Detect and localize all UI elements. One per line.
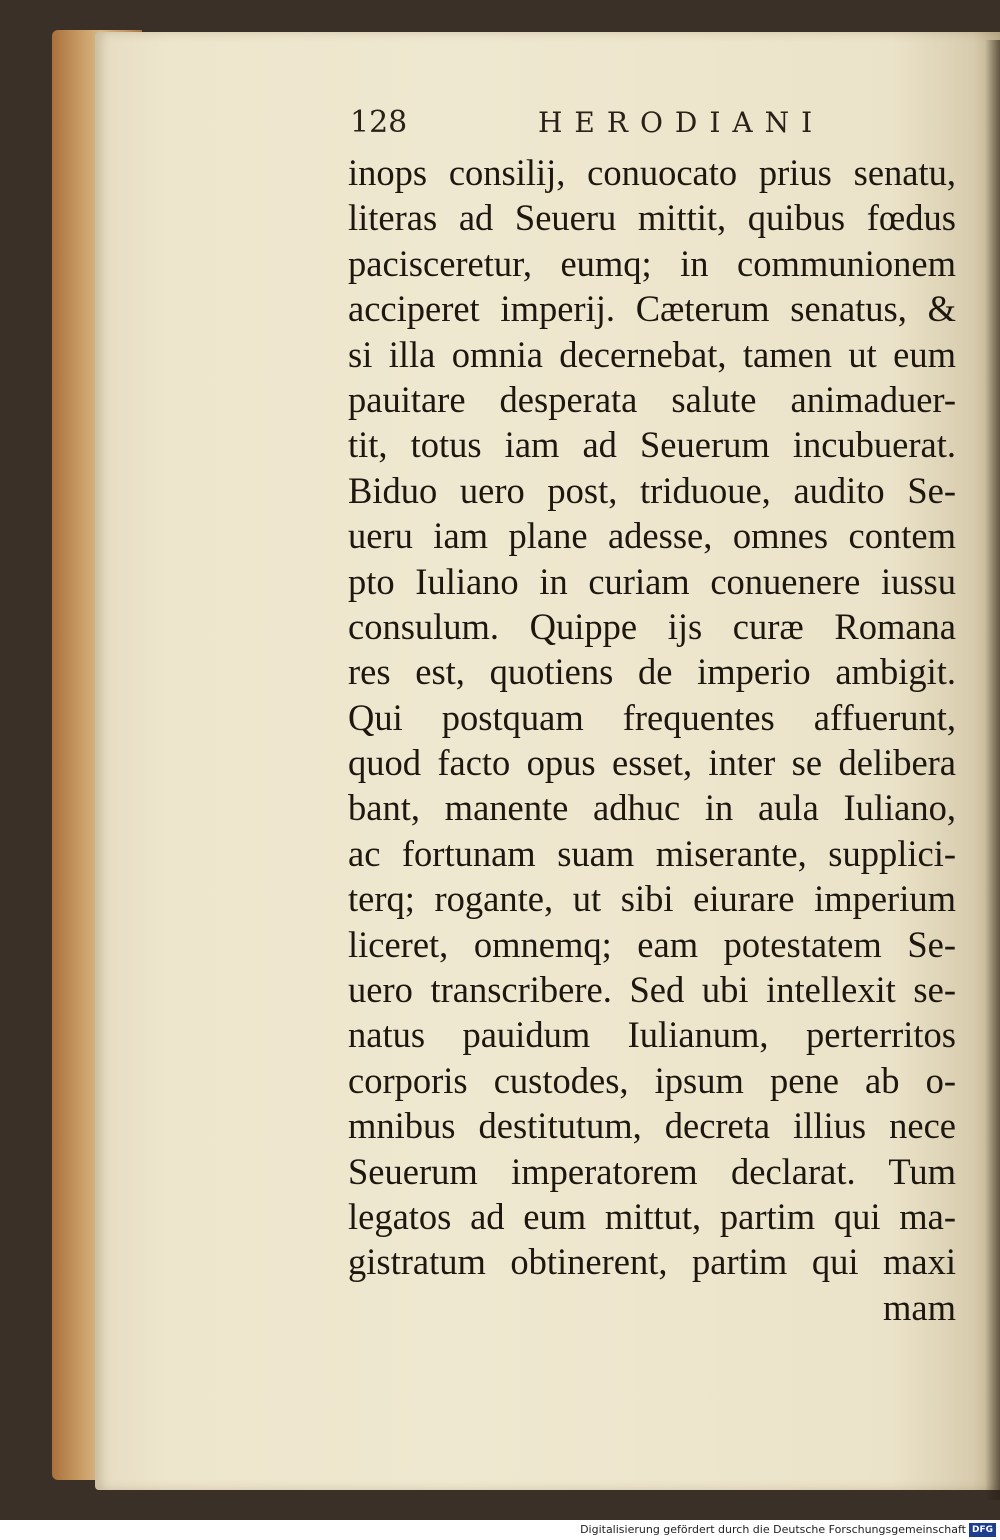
text-line: ac fortunam suam miserante, supplici- bbox=[348, 832, 956, 874]
page-number: 128 bbox=[350, 105, 408, 140]
text-line: legatos ad eum mittut, partim qui ma- bbox=[348, 1195, 956, 1237]
text-line: Qui postquam frequentes affuerunt, bbox=[348, 696, 956, 738]
page-gutter-shadow bbox=[985, 40, 1000, 1500]
dfg-logo: DFG bbox=[969, 1523, 996, 1537]
text-line: gistratum obtinerent, partim qui maxi bbox=[348, 1241, 956, 1283]
text-line: pauitare desperata salute animaduer- bbox=[348, 378, 956, 420]
text-line: acciperet imperij. Cæterum senatus, & bbox=[348, 288, 956, 330]
text-line: pacisceretur, eumq; in communionem bbox=[348, 242, 956, 284]
footer-credit: Digitalisierung gefördert durch die Deutsche Forschungsgemeinschaft bbox=[580, 1523, 966, 1536]
text-line: mnibus destitutum, decreta illius nece bbox=[348, 1105, 956, 1147]
text-line: liceret, omnemq; eam potestatem Se- bbox=[348, 923, 956, 965]
text-line: consulum. Quippe ijs curæ Romana bbox=[348, 605, 956, 647]
text-line: bant, manente adhuc in aula Iuliano, bbox=[348, 787, 956, 829]
text-line: terq; rogante, ut sibi eiurare imperium bbox=[348, 878, 956, 920]
text-line: tit, totus iam ad Seuerum incubuerat. bbox=[348, 424, 956, 466]
text-line: Seuerum imperatorem declarat. Tum bbox=[348, 1150, 956, 1192]
text-line: natus pauidum Iulianum, perterritos bbox=[348, 1014, 956, 1056]
catchword: mam bbox=[883, 1286, 956, 1328]
text-line: literas ad Seueru mittit, quibus fœdus bbox=[348, 197, 956, 239]
text-body bbox=[348, 150, 956, 1330]
text-line: Biduo uero post, triduoue, audito Se- bbox=[348, 469, 956, 511]
text-line: uero transcribere. Sed ubi intellexit se- bbox=[348, 969, 956, 1011]
running-title: HERODIANI bbox=[538, 106, 825, 139]
running-head bbox=[350, 100, 950, 146]
digitization-footer bbox=[0, 1520, 1000, 1540]
text-line: ueru iam plane adesse, omnes contem bbox=[348, 515, 956, 557]
text-line: corporis custodes, ipsum pene ab o- bbox=[348, 1059, 956, 1101]
text-line: pto Iuliano in curiam conuenere iussu bbox=[348, 560, 956, 602]
text-line: si illa omnia decernebat, tamen ut eum bbox=[348, 333, 956, 375]
text-line: quod facto opus esset, inter se delibera bbox=[348, 742, 956, 784]
text-line: inops consilij, conuocato prius senatu, bbox=[348, 152, 956, 193]
text-line: res est, quotiens de imperio ambigit. bbox=[348, 651, 956, 693]
